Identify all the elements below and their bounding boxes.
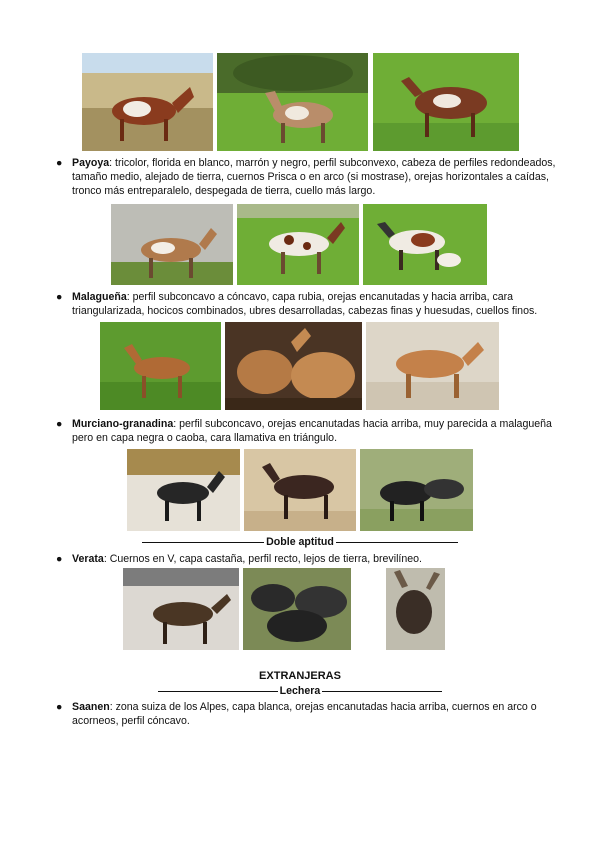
breed-name: Saanen xyxy=(72,701,110,713)
bullet-dot: ● xyxy=(56,701,63,713)
heading-extranjeras-text: EXTRANJERAS xyxy=(259,670,341,682)
breed-desc: : Cuernos en V, capa castaña, perfil recto, lejos de tierra, brevilíneo. xyxy=(103,553,422,565)
breed-desc: : perfil subconcavo, orejas encanutadas hacia arriba, muy parecida a malagueña pero en capa negra o caoba, cara llamativa en triángulo. xyxy=(72,418,552,444)
bullet-dot: ● xyxy=(56,553,63,565)
saanen-text xyxy=(72,700,564,728)
photo-murciana-2 xyxy=(244,449,356,531)
photo-murciana-1 xyxy=(127,449,240,531)
photo-murciana-3 xyxy=(360,449,473,531)
breed-name: Malagueña xyxy=(72,291,127,303)
breed-desc: : zona suiza de los Alpes, capa blanca, orejas encanutadas hacia arriba, cuernos en arco o acorneos, perfil cóncavo. xyxy=(72,701,537,727)
heading-lechera-text: Lechera xyxy=(279,685,321,697)
photo-malaguena-1 xyxy=(100,322,221,410)
breed-desc: : tricolor, florida en blanco, marrón y negro, perfil subconvexo, cabeza de perfiles redondeados, tamaño medio, alejado de tierra, cuernos Prisca o en arco (si mostrase), orejas horizontales a caídas, tronco más entreparalelo, despegada de tierra, cuello más largo. xyxy=(72,157,556,197)
heading-extranjeras xyxy=(0,670,600,682)
breed-name: Verata xyxy=(72,553,104,565)
breed-desc: : perfil subconcavo a cóncavo, capa rubia, orejas encanutadas y hacia arriba, cara triangularizada, hocicos combinados, ubres desarrolladas, cabezas finas y huesudas, cuellos finos. xyxy=(72,291,538,317)
breed-name: Murciano-granadina xyxy=(72,418,174,430)
photo-payoya-4 xyxy=(111,204,233,285)
heading-doble-aptitud xyxy=(0,536,600,548)
photo-malaguena-2 xyxy=(225,322,362,410)
photo-malaguena-3 xyxy=(366,322,499,410)
breed-name: Payoya xyxy=(72,157,110,169)
heading-doble-aptitud-text: Doble aptitud xyxy=(266,536,334,548)
verata-text xyxy=(72,552,564,566)
murciano-text xyxy=(72,417,564,445)
photo-verata-2 xyxy=(243,568,351,650)
photo-payoya-6 xyxy=(363,204,487,285)
photo-payoya-1 xyxy=(82,53,213,151)
heading-lechera xyxy=(0,685,600,697)
bullet-dot: ● xyxy=(56,291,63,303)
photo-verata-1 xyxy=(123,568,239,650)
photo-payoya-2 xyxy=(217,53,368,151)
malaguena-text xyxy=(72,290,564,318)
photo-payoya-5 xyxy=(237,204,359,285)
photo-verata-3 xyxy=(386,568,445,650)
bullet-dot: ● xyxy=(56,157,63,169)
photo-payoya-3 xyxy=(373,53,519,151)
payoya-text xyxy=(72,156,564,198)
bullet-dot: ● xyxy=(56,418,63,430)
